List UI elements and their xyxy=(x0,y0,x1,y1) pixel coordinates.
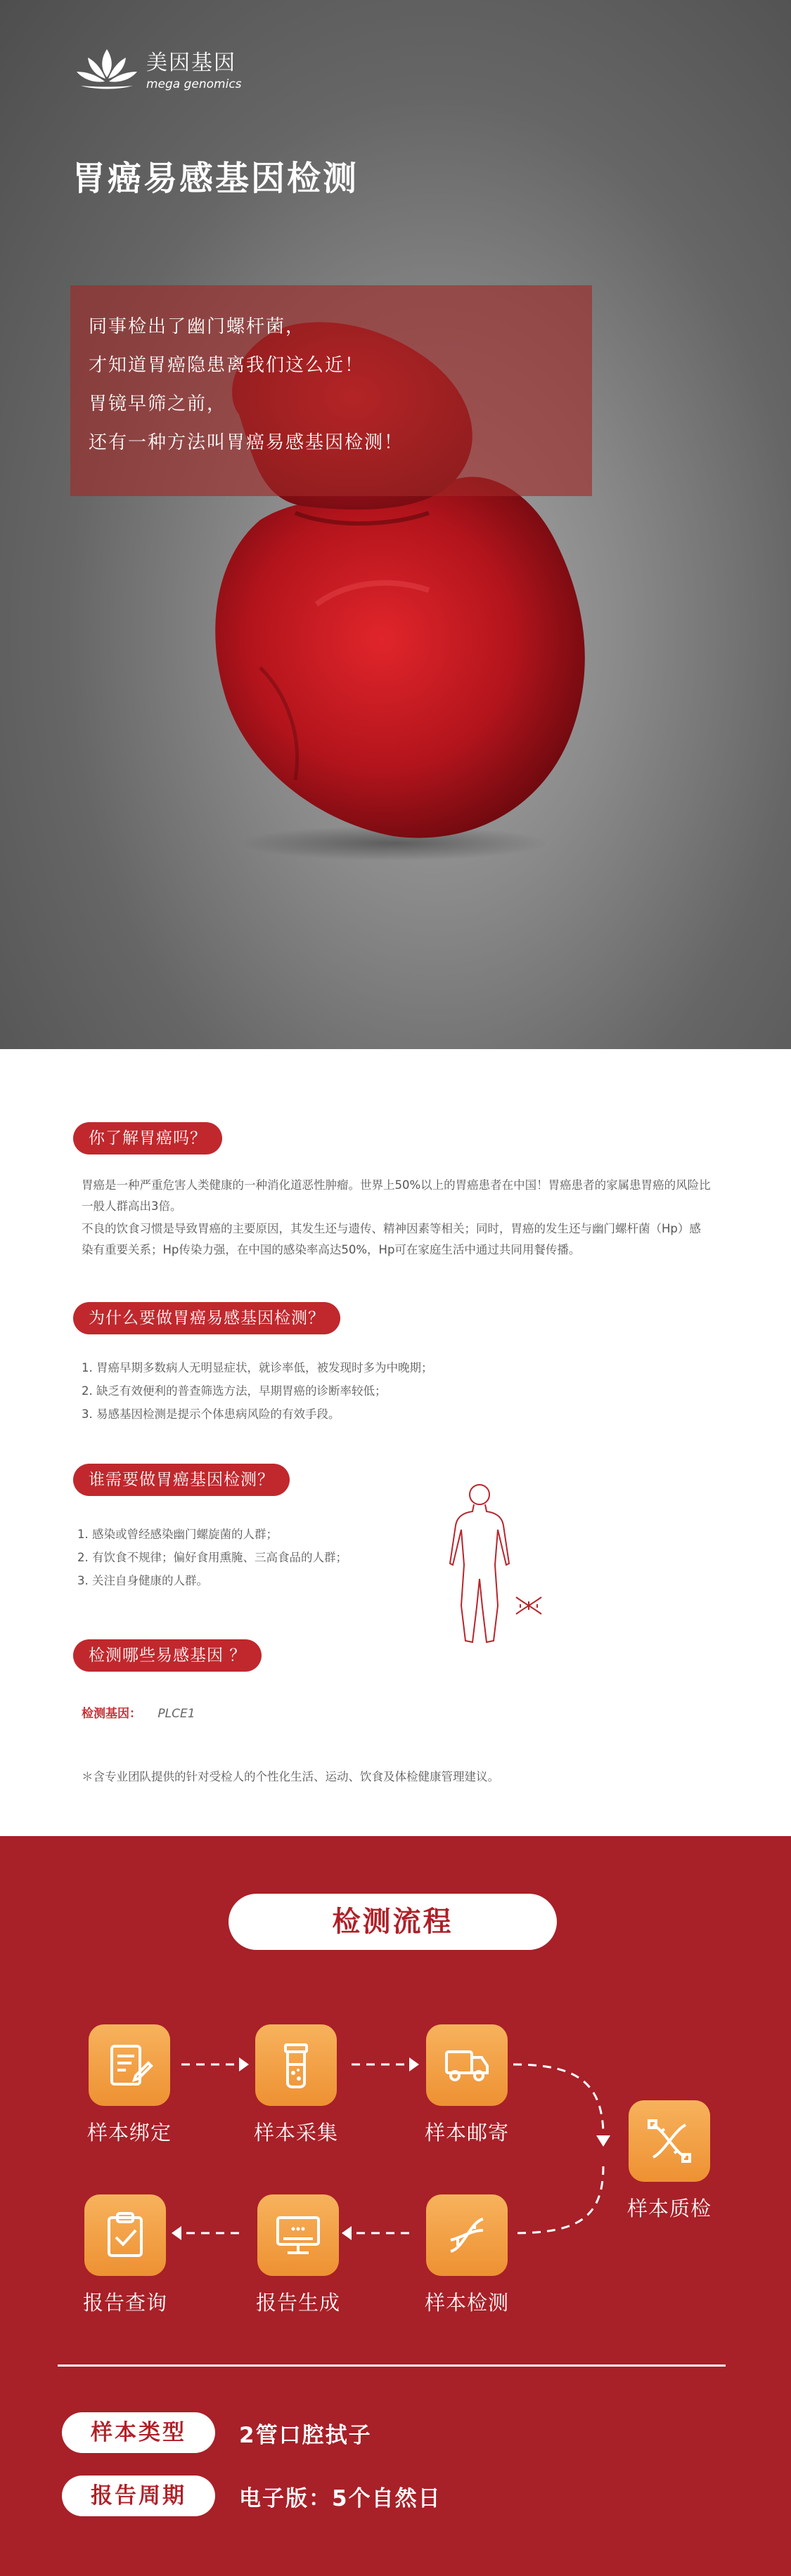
process-section xyxy=(0,1836,791,2576)
know-paragraph: 胃癌是一种严重危害人类健康的一种消化道恶性肿瘤。世界上50%以上的胃癌患者在中国！胃癌患者的家属患胃癌的风险比一般人群高出3倍。 xyxy=(82,1178,711,1213)
section-title-genes: 检测哪些易感基因 ？ xyxy=(73,1639,262,1672)
intro-line: 还有一种方法叫胃癌易感基因检测！ xyxy=(89,432,404,453)
truck-icon xyxy=(426,2024,508,2106)
monitor-icon xyxy=(257,2194,339,2276)
spec-row-sample xyxy=(62,2412,372,2453)
section-title-why: 为什么要做胃癌易感基因检测？ xyxy=(73,1302,340,1334)
hero-banner xyxy=(0,0,791,1049)
tube-icon xyxy=(255,2024,337,2106)
brand-name-en: mega genomics xyxy=(146,77,242,91)
spec-value: 2管口腔拭子 xyxy=(239,2422,372,2448)
lotus-logo-icon xyxy=(74,44,141,93)
brand-name-cn: 美因基因 xyxy=(146,51,236,75)
clipboard-icon xyxy=(84,2194,166,2276)
step-label: 样本检测 xyxy=(424,2291,509,2315)
why-list xyxy=(82,1356,433,1426)
intro-line: 胃镜早筛之前， xyxy=(89,393,227,415)
step-label: 报告查询 xyxy=(82,2291,167,2315)
intro-line: 同事检出了幽门螺杆菌， xyxy=(89,316,306,337)
brand-logo xyxy=(74,44,242,93)
list-item: 1. 感染或曾经感染幽门螺旋菌的人群； xyxy=(77,1528,278,1541)
step-label: 样本邮寄 xyxy=(424,2121,509,2145)
list-item: 2. 缺乏有效便利的普查筛选方法，早期胃癌的诊断率较低； xyxy=(82,1384,387,1398)
dna-icon xyxy=(629,2100,710,2182)
list-item: 3. 易感基因检测是提示个体患病风险的有效手段。 xyxy=(82,1407,340,1421)
list-item: 2. 有饮食不规律；偏好食用熏腌、三高食品的人群； xyxy=(77,1551,347,1564)
footnote: ＊含专业团队提供的针对受检人的个性化生活、运动、饮食及体检健康管理建议。 xyxy=(82,1770,499,1783)
step-label: 样本采集 xyxy=(253,2121,338,2145)
list-item: 3. 关注自身健康的人群。 xyxy=(77,1574,208,1587)
step-label: 样本绑定 xyxy=(86,2121,172,2145)
step-test xyxy=(397,2194,537,2316)
spec-row-report xyxy=(62,2476,442,2516)
human-body-icon xyxy=(437,1481,553,1649)
section-title-know: 你了解胃癌吗？ xyxy=(73,1122,222,1154)
step-query xyxy=(55,2194,195,2316)
gene-value: PLCE1 xyxy=(157,1707,195,1721)
process-title: 检测流程 xyxy=(229,1894,557,1950)
list-item: 1. 胃癌早期多数病人无明显症状，就诊率低，被发现时多为中晚期； xyxy=(82,1361,433,1374)
step-bind xyxy=(59,2024,200,2146)
step-label: 样本质检 xyxy=(626,2197,712,2220)
form-icon xyxy=(89,2024,170,2106)
divider xyxy=(58,2364,726,2367)
know-paragraph: 不良的饮食习惯是导致胃癌的主要原因，其发生还与遗传、精神因素等相关；同时，胃癌的发生还与幽门螺杆菌（Hp）感染有重要关系；Hp传染力强，在中国的感染率高达50%，Hp可在家庭生活中通过共同用餐传播。 xyxy=(82,1222,701,1256)
intro-text-box xyxy=(70,285,592,496)
step-qc xyxy=(599,2100,740,2222)
spec-value: 电子版：5个自然日 xyxy=(239,2485,442,2511)
section-title-who: 谁需要做胃癌基因检测？ xyxy=(73,1464,290,1496)
dna-helix-icon xyxy=(426,2194,508,2276)
spec-key: 样本类型 xyxy=(62,2412,215,2453)
step-label: 报告生成 xyxy=(255,2291,340,2315)
gene-label: 检测基因： xyxy=(82,1707,141,1721)
who-list xyxy=(77,1523,347,1592)
step-mail xyxy=(397,2024,537,2146)
step-generate xyxy=(228,2194,368,2316)
step-collect xyxy=(226,2024,366,2146)
gene-row xyxy=(82,1703,195,1721)
page-title: 胃癌易感基因检测 xyxy=(72,159,359,198)
intro-line: 才知道胃癌隐患离我们这么近！ xyxy=(89,355,365,376)
spec-key: 报告周期 xyxy=(62,2476,215,2516)
